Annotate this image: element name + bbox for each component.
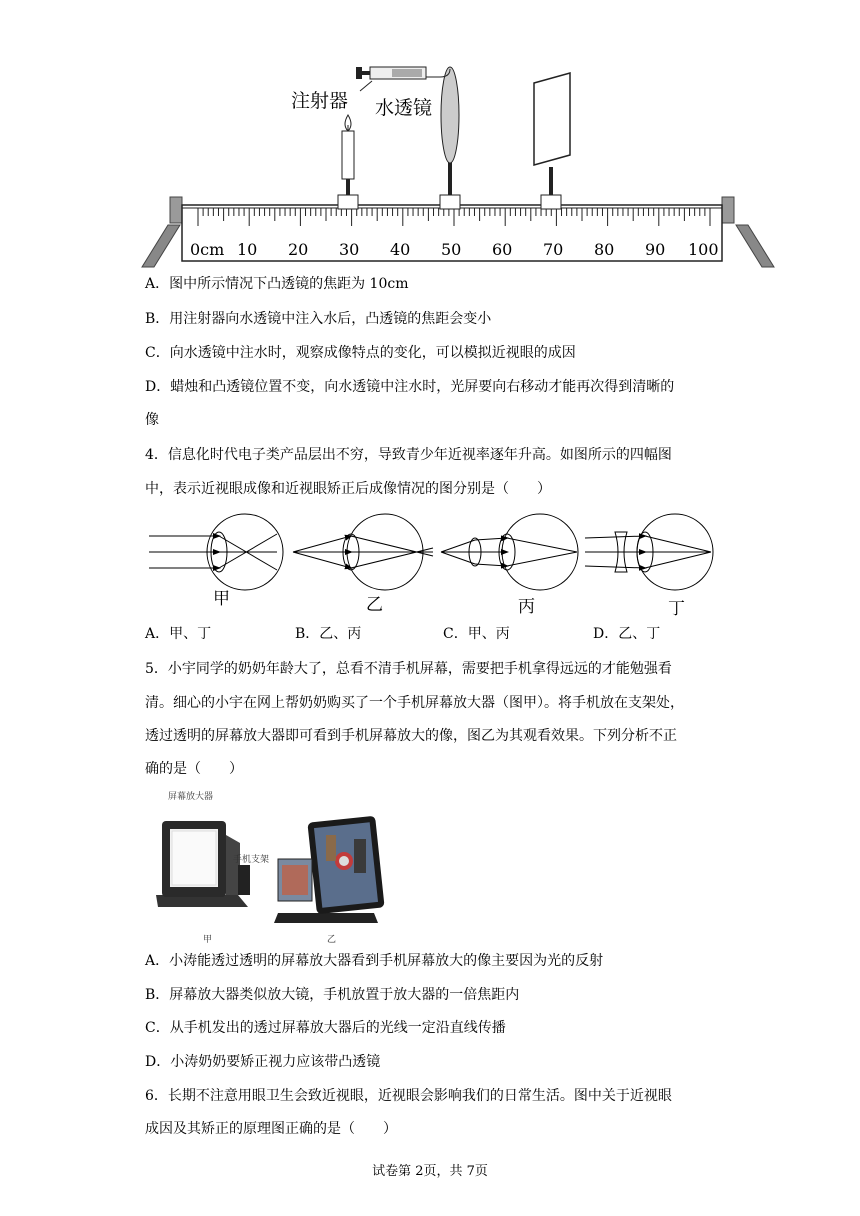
q6-stem-line2: 成因及其矫正的原理图正确的是（ ）: [145, 1121, 397, 1137]
q4-option-d: D．乙、丁: [593, 626, 661, 642]
photo-caption-yi: 乙: [327, 935, 337, 945]
ruler-label-100: 100: [688, 240, 719, 259]
water-lens-label: 水透镜: [375, 97, 433, 119]
ruler-label-10: 10: [237, 240, 258, 259]
ruler-label-90: 90: [645, 240, 666, 259]
ruler-label-70: 70: [543, 240, 564, 259]
q4-stem-line1: 4．信息化时代电子类产品层出不穷，导致青少年近视率逐年升高。如图所示的四幅图: [145, 447, 672, 463]
fig-label-bing: 丙: [518, 597, 535, 617]
eye-diagram-jia: [149, 514, 283, 590]
q4-option-b: B．乙、丙: [295, 626, 362, 642]
ruler-scale-labels: [0, 240, 860, 264]
eye-diagram-yi: [293, 514, 433, 590]
q5-stem-line1: 5．小宇同学的奶奶年龄大了，总看不清手机屏幕，需要把手机拿得远远的才能勉强看: [145, 661, 672, 677]
q4-option-c: C．甲、丙: [443, 626, 510, 642]
q3-option-d: D．蜡烛和凸透镜位置不变，向水透镜中注水时，光屏要向右移动才能再次得到清晰的: [145, 379, 675, 395]
q5-stem-line3: 透过透明的屏幕放大器即可看到手机屏幕放大的像，图乙为其观看效果。下列分析不正: [145, 728, 677, 744]
q4-option-a: A．甲、丁: [145, 626, 212, 642]
ruler-label-50: 50: [441, 240, 462, 259]
syringe-label: 注射器: [291, 90, 349, 112]
eye-diagram-ding: [585, 514, 713, 590]
screen-magnifier-photos: [148, 795, 408, 935]
ruler-label-0: 0cm: [190, 240, 225, 259]
fig-label-yi: 乙: [366, 595, 383, 615]
optical-bench-figure: [140, 55, 780, 270]
ruler-label-40: 40: [390, 240, 411, 259]
q6-stem-line1: 6．长期不注意用眼卫生会致近视眼，近视眼会影响我们的日常生活。图中关于近视眼: [145, 1088, 672, 1104]
q3-option-a: A．图中所示情况下凸透镜的焦距为 10cm: [145, 276, 409, 292]
q5-option-a: A．小涛能透过透明的屏幕放大器看到手机屏幕放大的像主要因为光的反射: [145, 953, 604, 969]
q3-option-c: C．向水透镜中注水时，观察成像特点的变化，可以模拟近视眼的成因: [145, 345, 576, 361]
fig-label-jia: 甲: [213, 589, 230, 609]
ruler-label-30: 30: [339, 240, 360, 259]
label-screen-magnifier: 屏幕放大器: [168, 792, 214, 802]
ruler-label-60: 60: [492, 240, 513, 259]
eye-diagram-bing: [441, 514, 578, 590]
eye-diagrams-figure: [145, 512, 715, 592]
q4-stem-line2: 中，表示近视眼成像和近视眼矫正后成像情况的图分别是（ ）: [145, 481, 551, 497]
q5-option-d: D．小涛奶奶要矫正视力应该带凸透镜: [145, 1054, 381, 1070]
q3-option-d-cont: 像: [145, 412, 159, 428]
magnifier-product-yi: [274, 816, 385, 923]
ruler-label-80: 80: [594, 240, 615, 259]
ruler-label-20: 20: [288, 240, 309, 259]
q5-stem-line2: 清。细心的小宇在网上帮奶奶购买了一个手机屏幕放大器（图甲）。将手机放在支架处，: [145, 695, 684, 711]
q5-option-c: C．从手机发出的透过屏幕放大器后的光线一定沿直线传播: [145, 1020, 506, 1036]
label-phone-stand: 手机支架: [233, 855, 270, 865]
page-footer: 试卷第 2页，共 7页: [372, 1164, 488, 1179]
photo-caption-jia: 甲: [203, 935, 213, 945]
q3-option-b: B．用注射器向水透镜中注入水后，凸透镜的焦距会变小: [145, 311, 492, 327]
q5-stem-line4: 确的是（ ）: [145, 761, 243, 777]
fig-label-ding: 丁: [668, 599, 685, 619]
q5-option-b: B．屏幕放大器类似放大镜，手机放置于放大器的一倍焦距内: [145, 987, 520, 1003]
